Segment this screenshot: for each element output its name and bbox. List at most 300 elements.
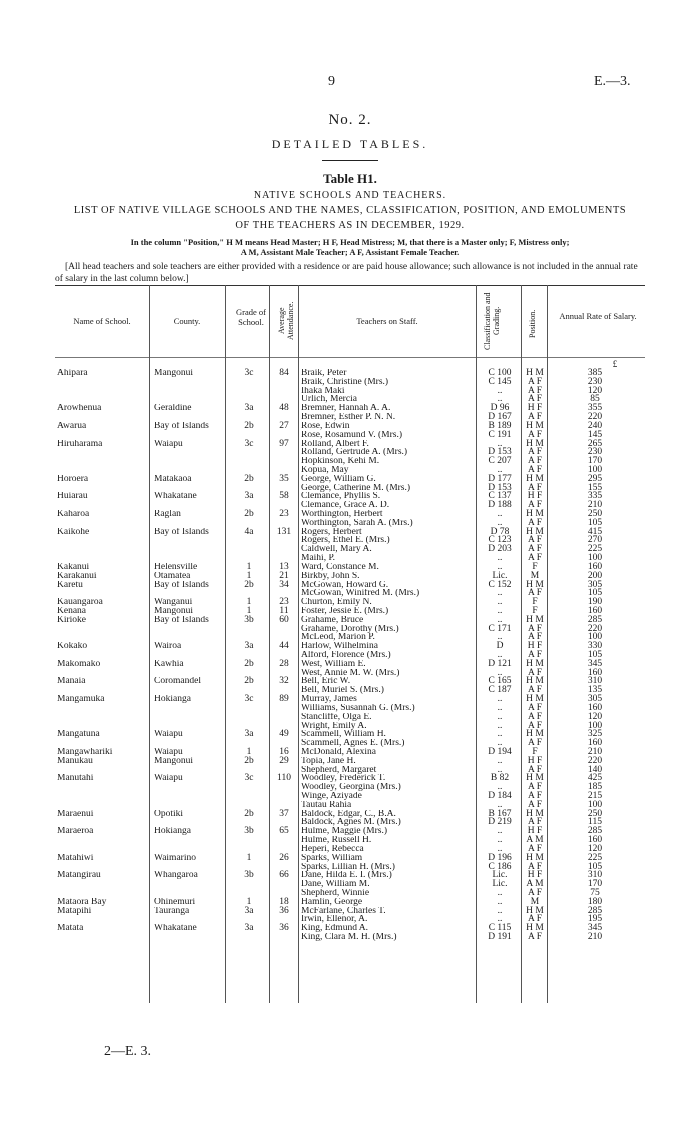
table-row bbox=[55, 457, 645, 466]
cell-pos: H M bbox=[526, 438, 544, 449]
table-row bbox=[55, 818, 645, 827]
cell-cls: C 186 bbox=[488, 861, 512, 872]
table-row bbox=[55, 933, 645, 942]
cell-pos: H M bbox=[526, 923, 544, 934]
cell-pos: A F bbox=[528, 376, 542, 387]
cell-county: Waiapu bbox=[154, 439, 183, 449]
cell-att: 44 bbox=[279, 641, 289, 652]
cell-teacher: Urlich, Mercia bbox=[301, 395, 357, 405]
cell-teacher: Bell, Eric W. bbox=[301, 677, 351, 687]
cell-grade: 2b bbox=[244, 420, 254, 431]
cell-teacher: McDonald, Alexina bbox=[301, 747, 376, 757]
cell-grade: 3a bbox=[244, 729, 254, 740]
cell-sal: 220 bbox=[587, 755, 603, 766]
table-row bbox=[55, 413, 645, 422]
cell-att: 27 bbox=[279, 420, 289, 431]
cell-grade: 3a bbox=[244, 491, 254, 502]
cell-cls: C 165 bbox=[488, 676, 512, 687]
cell-pos: A F bbox=[528, 385, 542, 396]
cell-pos: A F bbox=[528, 711, 542, 722]
col-header-teachers: Teachers on Staff. bbox=[356, 316, 418, 326]
cell-sal: 120 bbox=[587, 843, 603, 854]
cell-pos: A F bbox=[528, 843, 542, 854]
table-row bbox=[55, 880, 645, 889]
cell-cls: .. bbox=[497, 720, 503, 731]
cell-sal: 195 bbox=[587, 914, 603, 925]
list-heading-line1: LIST OF NATIVE VILLAGE SCHOOLS AND THE NAMES, CLASSIFICATION, POSITION, AND EMOLUMENTS bbox=[73, 205, 627, 216]
cell-teacher: Sparks, Lillian H. (Mrs.) bbox=[301, 862, 395, 872]
table-row bbox=[55, 845, 645, 854]
cell-teacher: Bell, Muriel S. (Mrs.) bbox=[301, 686, 384, 696]
cell-teacher: Baldock, Agnes M. (Mrs.) bbox=[301, 818, 401, 828]
cell-pos: A F bbox=[528, 685, 542, 696]
cell-cls: Lic. bbox=[492, 879, 508, 890]
cell-teacher: Sparks, William bbox=[301, 853, 363, 863]
cell-teacher: Woodley, Georgina (Mrs.) bbox=[301, 783, 401, 792]
table-row bbox=[55, 563, 645, 572]
cell-cls: .. bbox=[497, 605, 503, 616]
cell-teacher: Scammell, William H. bbox=[301, 730, 386, 740]
table-body bbox=[55, 369, 645, 942]
cell-teacher: Murray, James bbox=[301, 695, 357, 704]
cell-county: Bay of Islands bbox=[154, 527, 209, 537]
document-reference: E.—3. bbox=[594, 74, 631, 89]
table-row bbox=[55, 519, 645, 528]
cell-county: Waiapu bbox=[154, 730, 183, 740]
cell-teacher: Rogers, Herbert bbox=[301, 527, 362, 537]
table-row bbox=[55, 704, 645, 713]
cell-cls: .. bbox=[497, 588, 503, 599]
cell-sal: 415 bbox=[587, 526, 603, 537]
cell-school: Maraenui bbox=[57, 809, 94, 819]
table-row bbox=[55, 369, 645, 378]
position-legend-line1: In the column "Position," H M means Head Master; H F, Head Mistress; M, that there is a Master only; F, Mistress only; bbox=[130, 237, 570, 247]
table-row bbox=[55, 766, 645, 775]
cell-county: Hokianga bbox=[154, 695, 191, 704]
cell-pos: F bbox=[532, 746, 538, 757]
table-row bbox=[55, 863, 645, 872]
cell-pos: H F bbox=[527, 826, 543, 837]
cell-grade: 2b bbox=[244, 509, 254, 519]
cell-sal: 185 bbox=[587, 782, 603, 793]
cell-sal: 210 bbox=[587, 500, 603, 511]
cell-cls: C 191 bbox=[488, 429, 512, 440]
cell-pos: A F bbox=[528, 702, 542, 713]
cell-sal: 100 bbox=[587, 464, 603, 475]
cell-school: Maraeroa bbox=[57, 827, 94, 837]
table-row bbox=[55, 607, 645, 616]
cell-county: Kawhia bbox=[154, 659, 184, 669]
allowance-note: [All head teachers and sole teachers are either provided with a residence or are paid house allowance; such allowance is not included in the annual rate of salary in the last column below.] bbox=[55, 262, 638, 284]
table-row bbox=[55, 757, 645, 766]
cell-teacher: McGowan, Howard G. bbox=[301, 580, 389, 590]
cell-cls: D 219 bbox=[488, 817, 512, 828]
cell-sal: 100 bbox=[587, 632, 603, 643]
cell-sal: 190 bbox=[587, 597, 603, 608]
cell-cls: .. bbox=[497, 561, 503, 572]
cell-pos: A F bbox=[528, 544, 542, 555]
cell-att: 32 bbox=[279, 676, 289, 687]
cell-cls: D 188 bbox=[488, 500, 512, 511]
cell-cls: .. bbox=[497, 905, 503, 916]
cell-cls: D 78 bbox=[490, 526, 510, 537]
cell-sal: 250 bbox=[587, 808, 603, 819]
cell-sal: 170 bbox=[587, 879, 603, 890]
cell-att: 97 bbox=[279, 438, 289, 449]
cell-teacher: Grahame, Dorothy (Mrs.) bbox=[301, 624, 399, 634]
cell-sal: 285 bbox=[587, 905, 603, 916]
cell-school: Mangamuka bbox=[57, 695, 105, 704]
table-row bbox=[55, 748, 645, 757]
cell-cls: .. bbox=[497, 650, 503, 660]
table-row bbox=[55, 907, 645, 916]
cell-cls: .. bbox=[497, 614, 503, 625]
cell-sal: 120 bbox=[587, 385, 603, 396]
cell-grade: 1 bbox=[246, 746, 252, 757]
cell-sal: 105 bbox=[587, 861, 603, 872]
cell-pos: A F bbox=[528, 517, 542, 528]
cell-cls: D 196 bbox=[488, 852, 512, 863]
cell-teacher: Tautau Rahia bbox=[301, 800, 352, 810]
cell-school: Manaia bbox=[57, 677, 86, 687]
cell-grade: 1 bbox=[246, 852, 252, 863]
table-row bbox=[55, 448, 645, 457]
cell-sal: 85 bbox=[590, 394, 600, 405]
cell-teacher: Alford, Florence (Mrs.) bbox=[301, 651, 391, 660]
cell-county: Bay of Islands bbox=[154, 580, 209, 590]
cell-county: Wanganui bbox=[154, 598, 193, 607]
cell-pos: H M bbox=[526, 694, 544, 705]
cell-sal: 220 bbox=[587, 412, 603, 423]
table-row bbox=[55, 510, 645, 519]
col-header-attendance: Average Attendance. bbox=[277, 301, 295, 341]
cell-county: Whakatane bbox=[154, 924, 197, 933]
cell-county: Matakaoa bbox=[154, 474, 192, 484]
table-row bbox=[55, 642, 645, 651]
cell-school: Kakanui bbox=[57, 562, 90, 572]
table-row bbox=[55, 475, 645, 484]
cell-pos: H M bbox=[526, 905, 544, 916]
cell-cls: D 96 bbox=[490, 403, 510, 414]
cell-cls: C 145 bbox=[488, 376, 512, 387]
cell-cls: .. bbox=[497, 835, 503, 846]
cell-cls: .. bbox=[497, 394, 503, 405]
cell-att: 34 bbox=[279, 579, 289, 590]
table-row bbox=[55, 466, 645, 475]
cell-cls: .. bbox=[497, 843, 503, 854]
cell-sal: 160 bbox=[587, 667, 603, 678]
cell-cls: .. bbox=[497, 597, 503, 608]
cell-sal: 345 bbox=[587, 658, 603, 669]
cell-teacher: King, Edmund A. bbox=[301, 924, 369, 933]
position-legend bbox=[0, 237, 700, 257]
cell-cls: .. bbox=[497, 667, 503, 678]
cell-school: Matapihi bbox=[57, 906, 92, 916]
cell-grade: 1 bbox=[246, 570, 252, 581]
cell-teacher: George, William G. bbox=[301, 474, 376, 484]
cell-teacher: Hamlin, George bbox=[301, 897, 363, 907]
cell-att: 21 bbox=[279, 570, 289, 581]
cell-pos: A F bbox=[528, 500, 542, 511]
cell-cls: .. bbox=[497, 517, 503, 528]
cell-sal: 250 bbox=[587, 509, 603, 519]
cell-grade: 1 bbox=[246, 605, 252, 616]
cell-sal: 170 bbox=[587, 456, 603, 467]
cell-cls: B 82 bbox=[490, 773, 510, 784]
cell-school: Arowhenua bbox=[57, 404, 102, 414]
cell-att: 16 bbox=[279, 746, 289, 757]
table-row bbox=[55, 801, 645, 810]
table-row bbox=[55, 545, 645, 554]
cell-pos: F bbox=[532, 561, 538, 572]
cell-teacher: Foster, Jessie E. (Mrs.) bbox=[301, 606, 389, 616]
cell-county: Raglan bbox=[154, 510, 181, 519]
cell-sal: 160 bbox=[587, 561, 603, 572]
cell-pos: M bbox=[530, 570, 540, 581]
cell-att: 13 bbox=[279, 561, 289, 572]
cell-teacher: King, Clara M. H. (Mrs.) bbox=[301, 933, 397, 942]
cell-sal: 140 bbox=[587, 764, 603, 775]
cell-teacher: Rolland, Gertrude A. (Mrs.) bbox=[301, 448, 408, 458]
cell-county: Whakatane bbox=[154, 492, 197, 502]
cell-cls: .. bbox=[497, 887, 503, 898]
cell-county: Ohinemuri bbox=[154, 897, 196, 907]
cell-pos: H F bbox=[527, 403, 543, 414]
cell-pos: A F bbox=[528, 482, 542, 493]
col-header-grade: Grade of School. bbox=[236, 307, 266, 327]
cell-cls: C 115 bbox=[488, 923, 512, 934]
cell-teacher: West, William E. bbox=[301, 659, 366, 669]
cell-school: Karakanui bbox=[57, 571, 97, 581]
cell-school: Matahiwi bbox=[57, 853, 94, 863]
cell-pos: A F bbox=[528, 720, 542, 731]
cell-cls: .. bbox=[497, 711, 503, 722]
cell-pos: H M bbox=[526, 420, 544, 431]
cell-teacher: Bremner, Hannah A. A. bbox=[301, 404, 391, 414]
cell-teacher: Williams, Susannah G. (Mrs.) bbox=[301, 703, 415, 713]
cell-cls: .. bbox=[497, 632, 503, 643]
table-row bbox=[55, 598, 645, 607]
cell-teacher: Churton, Emily N. bbox=[301, 598, 372, 607]
table-row bbox=[55, 871, 645, 880]
cell-teacher: McLeod, Marion P. bbox=[301, 633, 375, 643]
cell-school: Huiarau bbox=[57, 492, 88, 502]
table-row bbox=[55, 898, 645, 907]
cell-grade: 2b bbox=[244, 676, 254, 687]
cell-school: Hiruharama bbox=[57, 439, 103, 449]
cell-pos: A F bbox=[528, 817, 542, 828]
cell-teacher: Worthington, Herbert bbox=[301, 510, 383, 519]
cell-teacher: Harlow, Wilhelmina bbox=[301, 642, 378, 651]
cell-county: Helensville bbox=[154, 562, 198, 572]
cell-att: 23 bbox=[279, 597, 289, 608]
cell-cls: D 184 bbox=[488, 791, 512, 801]
cell-school: Kauangaroa bbox=[57, 598, 103, 607]
cell-cls: D 177 bbox=[488, 473, 512, 484]
cell-teacher: Ward, Constance M. bbox=[301, 562, 379, 572]
cell-pos: H M bbox=[526, 526, 544, 537]
cell-pos: A F bbox=[528, 861, 542, 872]
cell-grade: 3b bbox=[244, 870, 254, 881]
cell-cls: D 167 bbox=[488, 412, 512, 423]
position-legend-line2: A M, Assistant Male Teacher; A F, Assistant Female Teacher. bbox=[240, 247, 460, 257]
cell-school: Ahipara bbox=[57, 369, 88, 378]
cell-pos: A F bbox=[528, 464, 542, 475]
cell-school: Kirioke bbox=[57, 615, 87, 625]
cell-pos: H F bbox=[527, 870, 543, 881]
cell-sal: 385 bbox=[587, 368, 603, 378]
cell-grade: 2b bbox=[244, 579, 254, 590]
cell-att: 37 bbox=[279, 808, 289, 819]
cell-sal: 345 bbox=[587, 923, 603, 934]
cell-cls: D 121 bbox=[488, 658, 512, 669]
table-row bbox=[55, 528, 645, 537]
cell-att: 89 bbox=[279, 694, 289, 705]
cell-teacher: Scammell, Agnes E. (Mrs.) bbox=[301, 739, 405, 748]
cell-sal: 355 bbox=[587, 403, 603, 414]
cell-teacher: Hopkinson, Kehi M. bbox=[301, 457, 380, 466]
cell-county: Waiapu bbox=[154, 774, 183, 784]
cell-teacher: McGowan, Winifred M. (Mrs.) bbox=[301, 589, 420, 599]
cell-cls: .. bbox=[497, 385, 503, 396]
cell-sal: 75 bbox=[590, 887, 600, 898]
cell-sal: 120 bbox=[587, 711, 603, 722]
table-row bbox=[55, 792, 645, 801]
cell-grade: 1 bbox=[246, 597, 252, 608]
cell-sal: 160 bbox=[587, 605, 603, 616]
cell-school: Matangirau bbox=[57, 871, 101, 881]
cell-teacher: George, Catherine M. (Mrs.) bbox=[301, 483, 411, 493]
cell-cls: D 153 bbox=[488, 447, 512, 458]
cell-pos: H M bbox=[526, 852, 544, 863]
cell-grade: 2b bbox=[244, 755, 254, 766]
cell-grade: 3a bbox=[244, 923, 254, 934]
title-divider bbox=[322, 160, 378, 161]
cell-cls: D 203 bbox=[488, 544, 512, 555]
cell-cls: C 100 bbox=[488, 368, 512, 378]
cell-sal: 105 bbox=[587, 650, 603, 660]
cell-att: 48 bbox=[279, 403, 289, 414]
cell-sal: 270 bbox=[587, 535, 603, 546]
cell-teacher: Shepherd, Margaret bbox=[301, 765, 377, 775]
cell-grade: 2b bbox=[244, 808, 254, 819]
cell-school: Horoera bbox=[57, 474, 89, 484]
cell-cls: C 207 bbox=[488, 456, 512, 467]
cell-sal: 425 bbox=[587, 773, 603, 784]
cell-cls: C 187 bbox=[488, 685, 512, 696]
table-row bbox=[55, 836, 645, 845]
table-row bbox=[55, 554, 645, 563]
section-title: DETAILED TABLES. bbox=[271, 137, 429, 151]
cell-pos: H M bbox=[526, 368, 544, 378]
cell-school: Kokako bbox=[57, 642, 88, 651]
cell-cls: .. bbox=[497, 782, 503, 793]
cell-teacher: Rogers, Ethel E. (Mrs.) bbox=[301, 536, 390, 546]
cell-school: Manutahi bbox=[57, 774, 94, 784]
cell-sal: 325 bbox=[587, 729, 603, 740]
cell-sal: 335 bbox=[587, 491, 603, 502]
cell-pos: A F bbox=[528, 650, 542, 660]
cell-teacher: Kopua, May bbox=[301, 465, 349, 475]
cell-pos: A F bbox=[528, 456, 542, 467]
cell-sal: 295 bbox=[587, 473, 603, 484]
cell-sal: 160 bbox=[587, 738, 603, 749]
cell-school: Manukau bbox=[57, 756, 93, 766]
table-row bbox=[55, 924, 645, 933]
cell-cls: B 167 bbox=[488, 808, 512, 819]
cell-grade: 2b bbox=[244, 658, 254, 669]
cell-grade: 3b bbox=[244, 614, 254, 625]
col-header-county: County. bbox=[173, 316, 201, 326]
table-row bbox=[55, 695, 645, 704]
cell-att: 35 bbox=[279, 473, 289, 484]
cell-pos: A F bbox=[528, 738, 542, 749]
cell-pos: A F bbox=[528, 799, 542, 810]
cell-grade: 3a bbox=[244, 641, 254, 652]
cell-grade: 4a bbox=[244, 526, 254, 537]
cell-sal: 210 bbox=[587, 746, 603, 757]
cell-pos: F bbox=[532, 605, 538, 616]
cell-school: Karetu bbox=[57, 580, 83, 590]
cell-school: Makomako bbox=[57, 659, 101, 669]
cell-sal: 330 bbox=[587, 641, 603, 652]
cell-sal: 305 bbox=[587, 694, 603, 705]
table-row bbox=[55, 431, 645, 440]
cell-att: 66 bbox=[279, 870, 289, 881]
cell-teacher: Wright, Emily A. bbox=[301, 721, 367, 731]
page-footer: 2—E. 3. bbox=[104, 1044, 152, 1059]
cell-sal: 225 bbox=[587, 852, 603, 863]
cell-sal: 200 bbox=[587, 570, 603, 581]
table-row bbox=[55, 484, 645, 493]
table-row bbox=[55, 633, 645, 642]
cell-pos: M bbox=[530, 896, 540, 907]
table-row bbox=[55, 440, 645, 449]
cell-county: Geraldine bbox=[154, 404, 192, 414]
cell-sal: 160 bbox=[587, 835, 603, 846]
cell-pos: H F bbox=[527, 755, 543, 766]
cell-att: 29 bbox=[279, 755, 289, 766]
cell-pos: H M bbox=[526, 808, 544, 819]
cell-cls: C 152 bbox=[488, 579, 512, 590]
table-row bbox=[55, 387, 645, 396]
cell-teacher: Baldock, Edgar, C., B.A. bbox=[301, 809, 396, 819]
cell-cls: .. bbox=[497, 826, 503, 837]
cell-sal: 210 bbox=[587, 932, 603, 942]
table-row bbox=[55, 810, 645, 819]
table-header-rule bbox=[55, 357, 645, 358]
table-row bbox=[55, 422, 645, 431]
cell-teacher: Hulme, Russell H. bbox=[301, 836, 372, 845]
cell-att: 23 bbox=[279, 509, 289, 519]
cell-grade: 3a bbox=[244, 403, 254, 414]
col-header-school: Name of School. bbox=[73, 316, 131, 326]
cell-county: Bay of Islands bbox=[154, 421, 209, 431]
cell-grade: 3a bbox=[244, 905, 254, 916]
cell-grade: 3b bbox=[244, 826, 254, 837]
table-row bbox=[55, 783, 645, 792]
cell-teacher: Rolland, Albert F. bbox=[301, 439, 369, 449]
table-row bbox=[55, 854, 645, 863]
cell-county: Mangonui bbox=[154, 756, 194, 766]
cell-school: Mataora Bay bbox=[57, 897, 107, 907]
cell-cls: C 137 bbox=[488, 491, 512, 502]
cell-pos: H M bbox=[526, 676, 544, 687]
cell-county: Wairoa bbox=[154, 642, 182, 651]
cell-school: Kaikohe bbox=[57, 527, 90, 537]
cell-grade: 3c bbox=[244, 694, 254, 705]
cell-teacher: Topia, Jane H. bbox=[301, 756, 356, 766]
